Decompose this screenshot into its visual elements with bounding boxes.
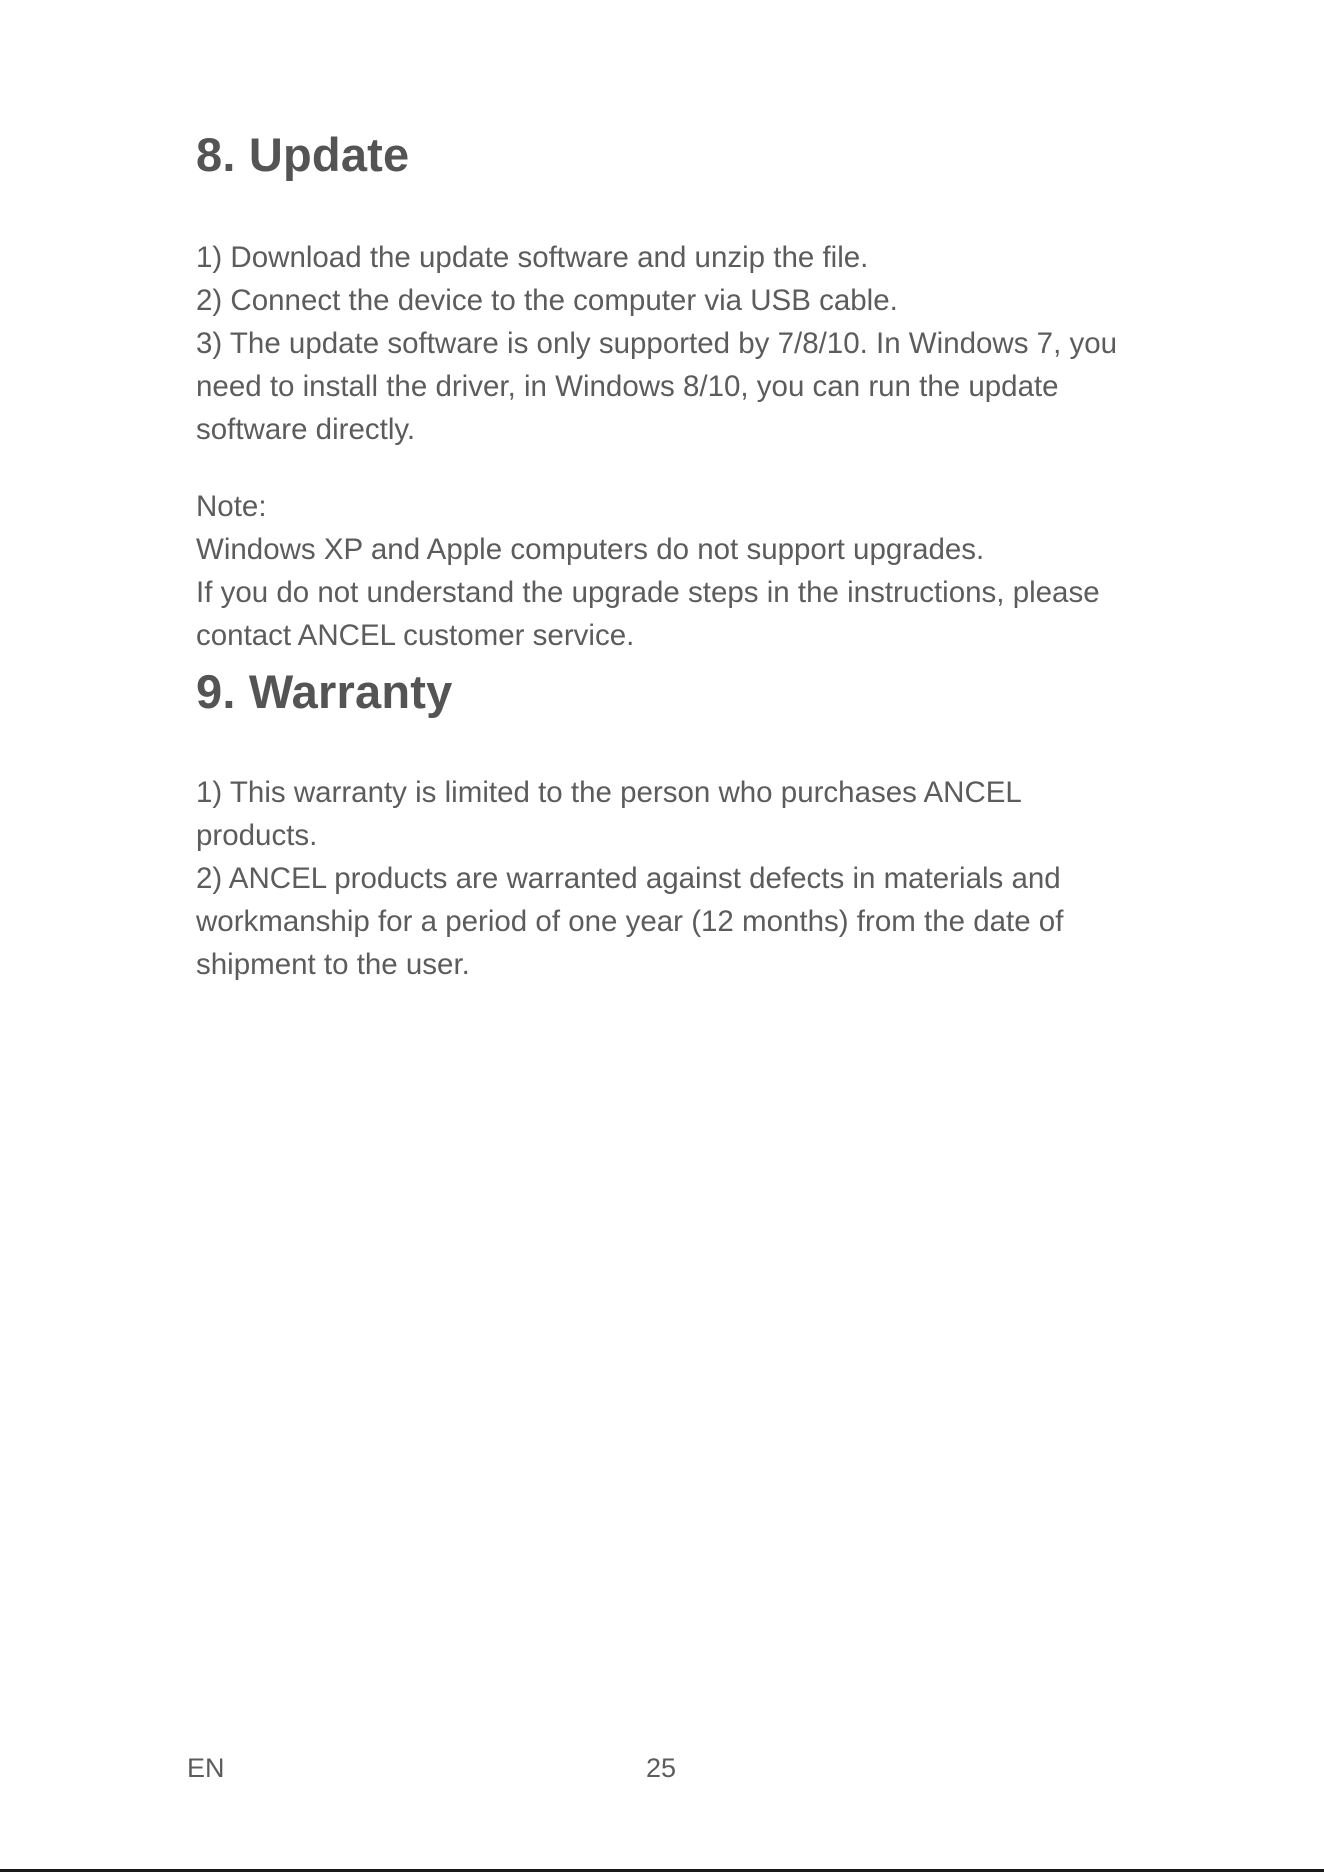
footer-page-number: 25 [646, 1753, 677, 1783]
update-steps [196, 236, 1136, 451]
section-title-warranty: 9. Warranty [196, 665, 453, 718]
section-title-update: 8. Update [196, 128, 410, 181]
update-step-1: 1) Download the update software and unzip the file. [196, 241, 869, 274]
warranty-item-2: 2) ANCEL products are warranted against defects in materials and workmanship for a period of one year (12 months) from the date of shipment to the user. [196, 862, 1064, 981]
note-label: Note: [196, 490, 267, 523]
warranty-item-1: 1) This warranty is limited to the person who purchases ANCEL products. [196, 776, 1021, 852]
page-content [196, 120, 1136, 986]
footer-language: EN [187, 1753, 225, 1783]
note-line-1: Windows XP and Apple computers do not support upgrades. [196, 533, 985, 566]
update-step-3: 3) The update software is only supported by 7/8/10. In Windows 7, you need to install the driver, in Windows 8/10, you can run the update software directly. [196, 327, 1118, 446]
warranty-items [196, 771, 1136, 986]
update-note [196, 485, 1136, 657]
note-line-2: If you do not understand the upgrade steps in the instructions, please contact ANCEL customer service. [196, 576, 1100, 652]
update-step-2: 2) Connect the device to the computer via USB cable. [196, 284, 898, 317]
